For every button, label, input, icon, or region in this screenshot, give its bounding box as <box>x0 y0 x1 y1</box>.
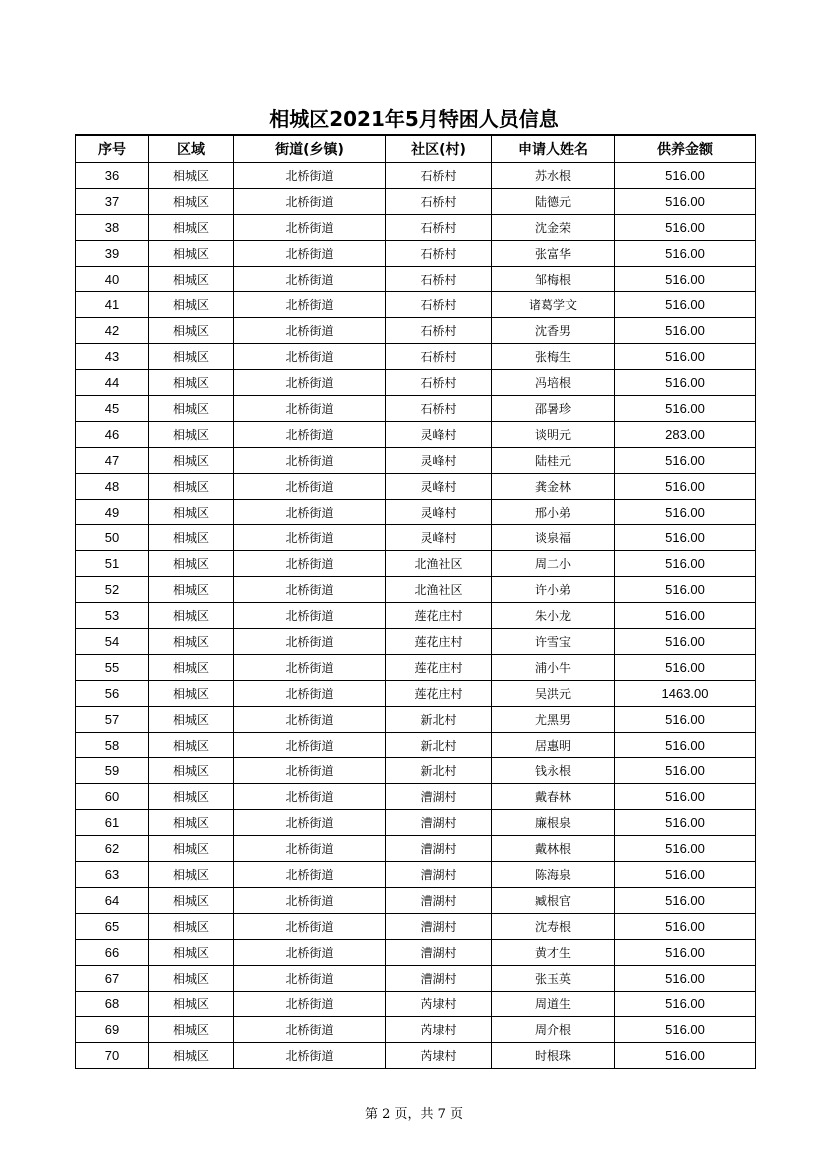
street-cell: 北桥街道 <box>234 344 386 370</box>
district-cell: 相城区 <box>149 240 234 266</box>
row-number-cell: 50 <box>76 525 149 551</box>
amount-cell: 516.00 <box>615 499 756 525</box>
community-cell: 漕湖村 <box>386 784 492 810</box>
row-number-cell: 58 <box>76 732 149 758</box>
community-cell: 漕湖村 <box>386 862 492 888</box>
district-cell: 相城区 <box>149 603 234 629</box>
street-cell: 北桥街道 <box>234 913 386 939</box>
row-number-cell: 40 <box>76 266 149 292</box>
district-cell: 相城区 <box>149 577 234 603</box>
applicant-name-cell: 陆桂元 <box>492 447 615 473</box>
table-row <box>76 188 756 214</box>
amount-cell: 516.00 <box>615 551 756 577</box>
column-header: 区域 <box>149 135 234 163</box>
street-cell: 北桥街道 <box>234 551 386 577</box>
amount-cell: 516.00 <box>615 447 756 473</box>
table-row <box>76 680 756 706</box>
table-row <box>76 577 756 603</box>
district-cell: 相城区 <box>149 629 234 655</box>
community-cell: 灵峰村 <box>386 525 492 551</box>
row-number-cell: 39 <box>76 240 149 266</box>
district-cell: 相城区 <box>149 292 234 318</box>
street-cell: 北桥街道 <box>234 1017 386 1043</box>
district-cell: 相城区 <box>149 913 234 939</box>
community-cell: 漕湖村 <box>386 810 492 836</box>
applicant-name-cell: 浦小牛 <box>492 654 615 680</box>
table-row <box>76 732 756 758</box>
table-row <box>76 603 756 629</box>
community-cell: 石桥村 <box>386 266 492 292</box>
row-number-cell: 55 <box>76 654 149 680</box>
table-row <box>76 473 756 499</box>
row-number-cell: 54 <box>76 629 149 655</box>
amount-cell: 516.00 <box>615 163 756 189</box>
row-number-cell: 64 <box>76 887 149 913</box>
community-cell: 北渔社区 <box>386 551 492 577</box>
table-row <box>76 240 756 266</box>
applicant-name-cell: 时根珠 <box>492 1043 615 1069</box>
row-number-cell: 49 <box>76 499 149 525</box>
amount-cell: 516.00 <box>615 758 756 784</box>
street-cell: 北桥街道 <box>234 810 386 836</box>
street-cell: 北桥街道 <box>234 370 386 396</box>
applicant-name-cell: 居惠明 <box>492 732 615 758</box>
street-cell: 北桥街道 <box>234 862 386 888</box>
table-row <box>76 836 756 862</box>
table-row <box>76 370 756 396</box>
applicant-name-cell: 尤黑男 <box>492 706 615 732</box>
community-cell: 莲花庄村 <box>386 603 492 629</box>
applicant-name-cell: 黄才生 <box>492 939 615 965</box>
amount-cell: 516.00 <box>615 887 756 913</box>
amount-cell: 516.00 <box>615 654 756 680</box>
street-cell: 北桥街道 <box>234 784 386 810</box>
applicant-name-cell: 吴洪元 <box>492 680 615 706</box>
table-row <box>76 396 756 422</box>
amount-cell: 516.00 <box>615 991 756 1017</box>
applicant-name-cell: 廉根泉 <box>492 810 615 836</box>
table-row <box>76 344 756 370</box>
row-number-cell: 65 <box>76 913 149 939</box>
community-cell: 新北村 <box>386 732 492 758</box>
amount-cell: 1463.00 <box>615 680 756 706</box>
street-cell: 北桥街道 <box>234 732 386 758</box>
street-cell: 北桥街道 <box>234 292 386 318</box>
row-number-cell: 44 <box>76 370 149 396</box>
row-number-cell: 57 <box>76 706 149 732</box>
row-number-cell: 36 <box>76 163 149 189</box>
street-cell: 北桥街道 <box>234 603 386 629</box>
community-cell: 漕湖村 <box>386 836 492 862</box>
street-cell: 北桥街道 <box>234 499 386 525</box>
community-cell: 石桥村 <box>386 370 492 396</box>
district-cell: 相城区 <box>149 965 234 991</box>
applicant-name-cell: 沈寿根 <box>492 913 615 939</box>
applicant-name-cell: 沈金荣 <box>492 214 615 240</box>
applicant-name-cell: 周介根 <box>492 1017 615 1043</box>
row-number-cell: 51 <box>76 551 149 577</box>
community-cell: 石桥村 <box>386 292 492 318</box>
row-number-cell: 70 <box>76 1043 149 1069</box>
community-cell: 灵峰村 <box>386 421 492 447</box>
amount-cell: 516.00 <box>615 577 756 603</box>
community-cell: 北渔社区 <box>386 577 492 603</box>
amount-cell: 516.00 <box>615 965 756 991</box>
street-cell: 北桥街道 <box>234 629 386 655</box>
row-number-cell: 42 <box>76 318 149 344</box>
page-footer: 第 2 页，共 7 页 <box>364 1107 464 1122</box>
table-row <box>76 784 756 810</box>
amount-cell: 516.00 <box>615 603 756 629</box>
row-number-cell: 68 <box>76 991 149 1017</box>
district-cell: 相城区 <box>149 680 234 706</box>
table-row <box>76 887 756 913</box>
street-cell: 北桥街道 <box>234 887 386 913</box>
street-cell: 北桥街道 <box>234 758 386 784</box>
district-cell: 相城区 <box>149 732 234 758</box>
page-title: 相城区2021年5月特困人员信息 <box>269 107 559 131</box>
street-cell: 北桥街道 <box>234 214 386 240</box>
row-number-cell: 41 <box>76 292 149 318</box>
street-cell: 北桥街道 <box>234 240 386 266</box>
district-cell: 相城区 <box>149 163 234 189</box>
district-cell: 相城区 <box>149 706 234 732</box>
amount-cell: 516.00 <box>615 1017 756 1043</box>
column-header: 社区(村) <box>386 135 492 163</box>
amount-cell: 516.00 <box>615 836 756 862</box>
street-cell: 北桥街道 <box>234 421 386 447</box>
district-cell: 相城区 <box>149 887 234 913</box>
row-number-cell: 46 <box>76 421 149 447</box>
street-cell: 北桥街道 <box>234 965 386 991</box>
data-table <box>75 134 756 1069</box>
amount-cell: 516.00 <box>615 473 756 499</box>
row-number-cell: 60 <box>76 784 149 810</box>
applicant-name-cell: 邢小弟 <box>492 499 615 525</box>
applicant-name-cell: 张玉英 <box>492 965 615 991</box>
amount-cell: 516.00 <box>615 862 756 888</box>
applicant-name-cell: 臧根官 <box>492 887 615 913</box>
table-row <box>76 292 756 318</box>
table-row <box>76 862 756 888</box>
community-cell: 莲花庄村 <box>386 654 492 680</box>
district-cell: 相城区 <box>149 939 234 965</box>
table-row <box>76 551 756 577</box>
amount-cell: 516.00 <box>615 810 756 836</box>
applicant-name-cell: 邹梅根 <box>492 266 615 292</box>
applicant-name-cell: 戴春林 <box>492 784 615 810</box>
amount-cell: 516.00 <box>615 939 756 965</box>
amount-cell: 516.00 <box>615 396 756 422</box>
amount-cell: 516.00 <box>615 214 756 240</box>
community-cell: 芮埭村 <box>386 1043 492 1069</box>
community-cell: 新北村 <box>386 758 492 784</box>
applicant-name-cell: 戴林根 <box>492 836 615 862</box>
district-cell: 相城区 <box>149 370 234 396</box>
table-row <box>76 318 756 344</box>
row-number-cell: 37 <box>76 188 149 214</box>
district-cell: 相城区 <box>149 447 234 473</box>
applicant-name-cell: 邵暑珍 <box>492 396 615 422</box>
street-cell: 北桥街道 <box>234 318 386 344</box>
applicant-name-cell: 许小弟 <box>492 577 615 603</box>
street-cell: 北桥街道 <box>234 525 386 551</box>
table-row <box>76 706 756 732</box>
applicant-name-cell: 周道生 <box>492 991 615 1017</box>
district-cell: 相城区 <box>149 654 234 680</box>
table-row <box>76 758 756 784</box>
row-number-cell: 52 <box>76 577 149 603</box>
applicant-name-cell: 苏水根 <box>492 163 615 189</box>
column-header: 街道(乡镇) <box>234 135 386 163</box>
amount-cell: 516.00 <box>615 318 756 344</box>
community-cell: 石桥村 <box>386 318 492 344</box>
street-cell: 北桥街道 <box>234 188 386 214</box>
table-row <box>76 991 756 1017</box>
community-cell: 莲花庄村 <box>386 680 492 706</box>
amount-cell: 516.00 <box>615 913 756 939</box>
district-cell: 相城区 <box>149 525 234 551</box>
applicant-name-cell: 陆德元 <box>492 188 615 214</box>
district-cell: 相城区 <box>149 499 234 525</box>
table-row <box>76 421 756 447</box>
amount-cell: 516.00 <box>615 732 756 758</box>
applicant-name-cell: 冯培根 <box>492 370 615 396</box>
community-cell: 漕湖村 <box>386 887 492 913</box>
table-row <box>76 965 756 991</box>
row-number-cell: 48 <box>76 473 149 499</box>
table-row <box>76 266 756 292</box>
community-cell: 莲花庄村 <box>386 629 492 655</box>
row-number-cell: 67 <box>76 965 149 991</box>
district-cell: 相城区 <box>149 396 234 422</box>
street-cell: 北桥街道 <box>234 991 386 1017</box>
district-cell: 相城区 <box>149 836 234 862</box>
table-row <box>76 913 756 939</box>
applicant-name-cell: 张富华 <box>492 240 615 266</box>
applicant-name-cell: 钱永根 <box>492 758 615 784</box>
row-number-cell: 61 <box>76 810 149 836</box>
community-cell: 石桥村 <box>386 214 492 240</box>
amount-cell: 516.00 <box>615 706 756 732</box>
community-cell: 石桥村 <box>386 188 492 214</box>
street-cell: 北桥街道 <box>234 266 386 292</box>
district-cell: 相城区 <box>149 188 234 214</box>
amount-cell: 516.00 <box>615 525 756 551</box>
row-number-cell: 45 <box>76 396 149 422</box>
table-row <box>76 1017 756 1043</box>
district-cell: 相城区 <box>149 784 234 810</box>
street-cell: 北桥街道 <box>234 836 386 862</box>
community-cell: 石桥村 <box>386 344 492 370</box>
amount-cell: 516.00 <box>615 370 756 396</box>
table-row <box>76 654 756 680</box>
table-row <box>76 1043 756 1069</box>
community-cell: 芮埭村 <box>386 1017 492 1043</box>
column-header: 申请人姓名 <box>492 135 615 163</box>
community-cell: 漕湖村 <box>386 913 492 939</box>
community-cell: 灵峰村 <box>386 447 492 473</box>
district-cell: 相城区 <box>149 421 234 447</box>
district-cell: 相城区 <box>149 862 234 888</box>
table-row <box>76 810 756 836</box>
column-header: 供养金额 <box>615 135 756 163</box>
amount-cell: 283.00 <box>615 421 756 447</box>
applicant-name-cell: 许雪宝 <box>492 629 615 655</box>
row-number-cell: 59 <box>76 758 149 784</box>
row-number-cell: 56 <box>76 680 149 706</box>
applicant-name-cell: 陈海泉 <box>492 862 615 888</box>
district-cell: 相城区 <box>149 810 234 836</box>
row-number-cell: 63 <box>76 862 149 888</box>
district-cell: 相城区 <box>149 991 234 1017</box>
district-cell: 相城区 <box>149 473 234 499</box>
applicant-name-cell: 周二小 <box>492 551 615 577</box>
row-number-cell: 43 <box>76 344 149 370</box>
amount-cell: 516.00 <box>615 188 756 214</box>
district-cell: 相城区 <box>149 266 234 292</box>
amount-cell: 516.00 <box>615 292 756 318</box>
applicant-name-cell: 龚金林 <box>492 473 615 499</box>
table-body <box>76 163 756 1069</box>
community-cell: 石桥村 <box>386 240 492 266</box>
table-row <box>76 629 756 655</box>
column-header: 序号 <box>76 135 149 163</box>
amount-cell: 516.00 <box>615 629 756 655</box>
street-cell: 北桥街道 <box>234 654 386 680</box>
street-cell: 北桥街道 <box>234 473 386 499</box>
row-number-cell: 69 <box>76 1017 149 1043</box>
table-row <box>76 525 756 551</box>
street-cell: 北桥街道 <box>234 706 386 732</box>
street-cell: 北桥街道 <box>234 163 386 189</box>
table-row <box>76 163 756 189</box>
row-number-cell: 66 <box>76 939 149 965</box>
district-cell: 相城区 <box>149 214 234 240</box>
applicant-name-cell: 谈泉福 <box>492 525 615 551</box>
district-cell: 相城区 <box>149 758 234 784</box>
amount-cell: 516.00 <box>615 344 756 370</box>
applicant-name-cell: 张梅生 <box>492 344 615 370</box>
district-cell: 相城区 <box>149 551 234 577</box>
table-header-row <box>76 135 756 163</box>
row-number-cell: 62 <box>76 836 149 862</box>
applicant-name-cell: 沈香男 <box>492 318 615 344</box>
community-cell: 漕湖村 <box>386 939 492 965</box>
amount-cell: 516.00 <box>615 1043 756 1069</box>
row-number-cell: 47 <box>76 447 149 473</box>
community-cell: 灵峰村 <box>386 499 492 525</box>
street-cell: 北桥街道 <box>234 680 386 706</box>
row-number-cell: 38 <box>76 214 149 240</box>
community-cell: 新北村 <box>386 706 492 732</box>
amount-cell: 516.00 <box>615 266 756 292</box>
applicant-name-cell: 朱小龙 <box>492 603 615 629</box>
row-number-cell: 53 <box>76 603 149 629</box>
district-cell: 相城区 <box>149 1017 234 1043</box>
street-cell: 北桥街道 <box>234 396 386 422</box>
district-cell: 相城区 <box>149 1043 234 1069</box>
applicant-name-cell: 谈明元 <box>492 421 615 447</box>
table-row <box>76 447 756 473</box>
community-cell: 石桥村 <box>386 396 492 422</box>
district-cell: 相城区 <box>149 318 234 344</box>
street-cell: 北桥街道 <box>234 577 386 603</box>
street-cell: 北桥街道 <box>234 939 386 965</box>
table-row <box>76 214 756 240</box>
amount-cell: 516.00 <box>615 784 756 810</box>
community-cell: 石桥村 <box>386 163 492 189</box>
community-cell: 芮埭村 <box>386 991 492 1017</box>
street-cell: 北桥街道 <box>234 1043 386 1069</box>
district-cell: 相城区 <box>149 344 234 370</box>
community-cell: 灵峰村 <box>386 473 492 499</box>
table-row <box>76 939 756 965</box>
street-cell: 北桥街道 <box>234 447 386 473</box>
applicant-name-cell: 诸葛学文 <box>492 292 615 318</box>
community-cell: 漕湖村 <box>386 965 492 991</box>
table-row <box>76 499 756 525</box>
amount-cell: 516.00 <box>615 240 756 266</box>
